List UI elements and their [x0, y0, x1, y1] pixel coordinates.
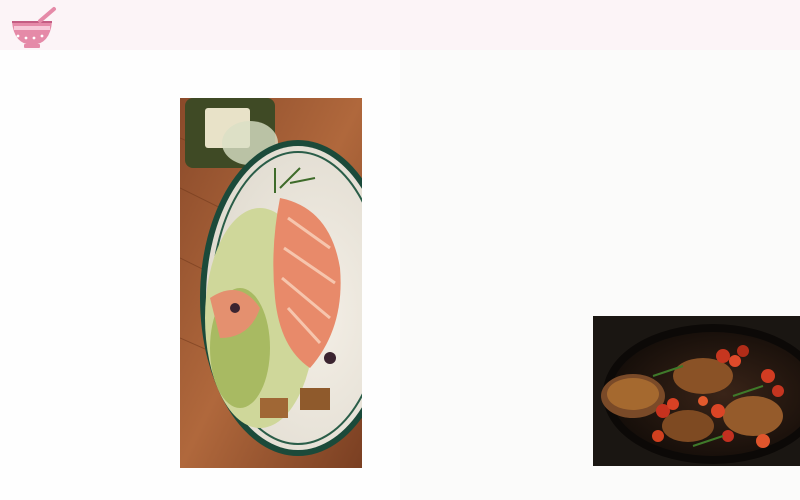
salmon-caesar-salad-photo	[180, 98, 362, 468]
month-tab-april	[754, 92, 790, 138]
left-method-text	[50, 275, 172, 281]
chicken-grapes-skillet-photo	[593, 316, 800, 466]
right-method-text	[593, 123, 751, 129]
left-ingredient-list	[50, 204, 180, 211]
left-intro-text	[50, 115, 172, 121]
right-intro-text	[438, 140, 580, 146]
header-decorative-band	[0, 0, 800, 50]
right-ingredient-list	[438, 311, 583, 318]
